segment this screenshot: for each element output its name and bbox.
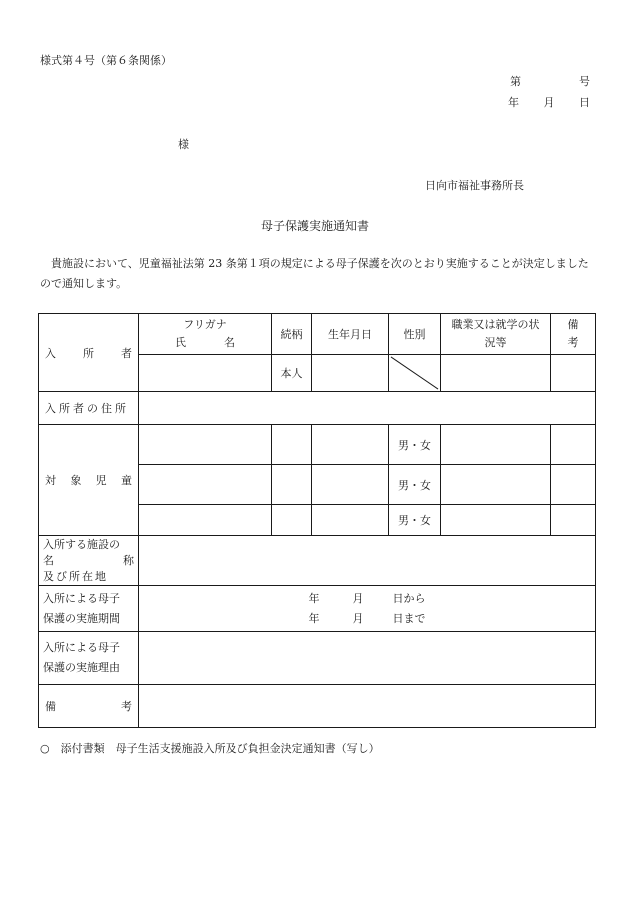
child-occupation-field[interactable] [441, 425, 551, 465]
child-remarks-field[interactable] [551, 425, 596, 465]
period-field[interactable] [139, 586, 596, 632]
child-birthdate-field[interactable] [312, 465, 389, 505]
applicant-name-field[interactable] [139, 355, 272, 392]
child-relation-field[interactable] [272, 425, 312, 465]
reason-label-cell [39, 632, 139, 685]
child-relation-field[interactable] [272, 505, 312, 536]
relation-self-cell: 本人 [272, 355, 312, 392]
address-field[interactable] [139, 392, 596, 425]
applicant-remarks-field[interactable] [551, 355, 596, 392]
relation-header: 続柄 [272, 314, 312, 355]
diagonal-slash-icon [389, 355, 440, 391]
document-number [510, 73, 590, 89]
doc-number-prefix: 第 [510, 75, 521, 88]
furigana-header: フリガナ [183, 318, 227, 331]
period-label-line: 入所による母子 [43, 591, 120, 605]
children-label-char: 童 [120, 474, 132, 487]
occupation-header [441, 314, 551, 355]
body-text: 貴施設において、児童福祉法第 23 条第１項の規定による母子保護を次のとおり実施することが決定しましたので通知します。 [40, 257, 589, 290]
facility-field[interactable] [139, 536, 596, 586]
facility-label-line: 及び所在地 [43, 569, 108, 583]
applicant-label-char: 入 [45, 346, 56, 360]
period-label-line: 保護の実施期間 [43, 611, 120, 625]
child-relation-field[interactable] [272, 465, 312, 505]
remarks-label-cell [39, 685, 139, 728]
period-to-day: 日まで [392, 611, 426, 625]
name-header-cell [139, 314, 272, 355]
reason-label-line: 保護の実施理由 [43, 661, 120, 674]
child-occupation-field[interactable] [441, 465, 551, 505]
child-birthdate-field[interactable] [312, 425, 389, 465]
period-from-month: 月 [352, 591, 364, 605]
remarks-header-char: 考 [567, 336, 579, 349]
name-header-char: 氏 [175, 336, 186, 349]
children-label-char: 児 [95, 474, 107, 487]
address-label: 入所者の住所 [45, 402, 129, 415]
gender-na-cell [389, 355, 441, 392]
form-number: 様式第４号（第６条関係） [40, 54, 172, 67]
date-month: 月 [543, 96, 555, 109]
applicant-birthdate-field[interactable] [312, 355, 389, 392]
applicant-occupation-field[interactable] [441, 355, 551, 392]
remarks-field[interactable] [139, 685, 596, 728]
applicant-label-char: 所 [83, 346, 94, 360]
child-gender-cell[interactable]: 男・女 [389, 425, 441, 465]
period-to-month: 月 [352, 611, 364, 625]
occupation-header-text: 職業又は就学の状況等 [451, 318, 540, 349]
notification-form-table [38, 313, 596, 728]
remarks-label-char: 備 [45, 700, 56, 713]
child-occupation-field[interactable] [441, 505, 551, 536]
facility-label-cell [39, 536, 139, 586]
child-name-field[interactable] [139, 425, 272, 465]
children-label-char: 象 [70, 474, 82, 487]
applicant-label-char: 者 [121, 346, 132, 360]
child-name-field[interactable] [139, 465, 272, 505]
child-name-field[interactable] [139, 505, 272, 536]
remarks-header-char: 備 [567, 318, 579, 331]
remarks-header [551, 314, 596, 355]
remarks-label-char: 考 [121, 700, 132, 713]
facility-label-line: 入所する施設の [43, 537, 120, 551]
children-label-char: 対 [45, 474, 56, 487]
child-gender-cell[interactable]: 男・女 [389, 505, 441, 536]
date-day: 日 [579, 96, 590, 109]
period-from-year: 年 [308, 591, 320, 605]
date-year: 年 [508, 96, 519, 109]
name-header-char: 名 [224, 336, 235, 349]
address-label-cell [39, 392, 139, 425]
period-label-cell [39, 586, 139, 632]
addressee: 様 [178, 138, 189, 151]
gender-header: 性別 [389, 314, 441, 355]
document-date [508, 94, 590, 110]
doc-number-suffix: 号 [579, 75, 590, 88]
facility-label-char: 名 [43, 553, 54, 567]
child-remarks-field[interactable] [551, 505, 596, 536]
applicant-label-cell [39, 314, 139, 392]
document-title: 母子保護実施通知書 [260, 219, 369, 233]
issuer: 日向市福祉事務所長 [425, 179, 524, 192]
attachment-note: ○ 添付書類 母子生活支援施設入所及び負担金決定通知書（写し） [40, 742, 380, 755]
period-from-day: 日から [392, 591, 426, 605]
facility-label-char: 称 [123, 553, 134, 567]
birthdate-header: 生年月日 [312, 314, 389, 355]
children-label-cell [39, 425, 139, 536]
child-birthdate-field[interactable] [312, 505, 389, 536]
child-remarks-field[interactable] [551, 465, 596, 505]
reason-field[interactable] [139, 632, 596, 685]
child-gender-cell[interactable]: 男・女 [389, 465, 441, 505]
reason-label-line: 入所による母子 [43, 641, 120, 654]
period-to-year: 年 [308, 611, 320, 625]
